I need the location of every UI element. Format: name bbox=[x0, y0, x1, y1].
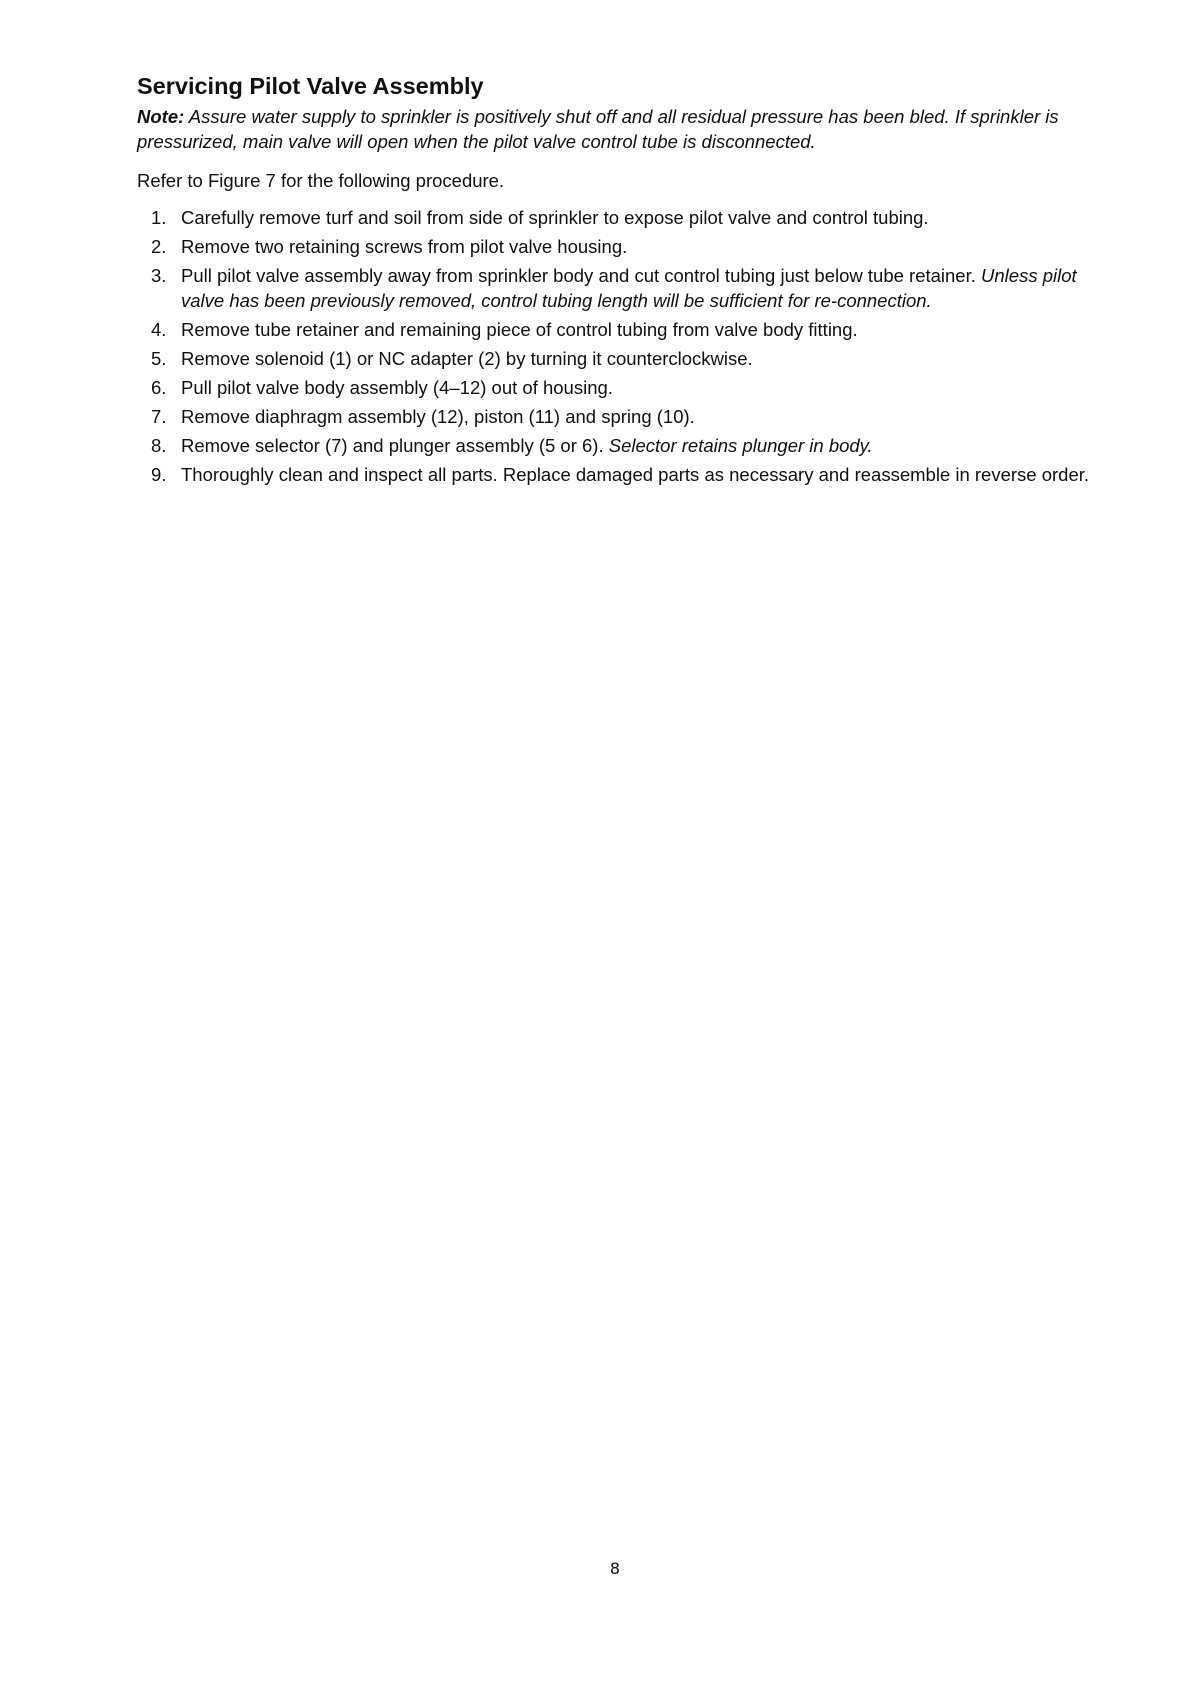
procedure-intro: Refer to Figure 7 for the following procedure. bbox=[137, 170, 505, 191]
step-text: Remove solenoid (1) or NC adapter (2) by turning it counterclockwise. bbox=[181, 348, 753, 369]
step-number: 1. bbox=[151, 207, 167, 228]
procedure-steps bbox=[137, 205, 1097, 487]
step-number: 3. bbox=[151, 265, 167, 286]
safety-note bbox=[137, 104, 1097, 154]
step-number: 9. bbox=[151, 464, 167, 485]
step-item bbox=[137, 404, 1097, 429]
page-number: 8 bbox=[609, 1559, 621, 1578]
step-item bbox=[137, 234, 1097, 259]
step-italic-note: Selector retains plunger in body. bbox=[608, 435, 873, 456]
step-number: 5. bbox=[151, 348, 167, 369]
step-item bbox=[137, 205, 1097, 230]
page-content bbox=[137, 70, 1097, 491]
section-heading: Servicing Pilot Valve Assembly bbox=[137, 73, 484, 99]
step-text: Pull pilot valve assembly away from sprinkler body and cut control tubing just below tube retainer. bbox=[181, 265, 982, 286]
step-text: Remove selector (7) and plunger assembly (5 or 6). bbox=[181, 435, 609, 456]
step-number: 4. bbox=[151, 319, 167, 340]
step-text: Thoroughly clean and inspect all parts. Replace damaged parts as necessary and reassemble in reverse order. bbox=[181, 464, 1090, 485]
step-item bbox=[137, 462, 1097, 487]
step-item bbox=[137, 263, 1097, 313]
step-italic-note: Unless pilot valve has been previously removed, control tubing length will be sufficient for re-connection. bbox=[181, 265, 1077, 311]
step-text: Remove tube retainer and remaining piece of control tubing from valve body fitting. bbox=[181, 319, 858, 340]
step-item bbox=[137, 375, 1097, 400]
step-number: 8. bbox=[151, 435, 167, 456]
step-text: Pull pilot valve body assembly (4–12) out of housing. bbox=[181, 377, 613, 398]
step-number: 6. bbox=[151, 377, 167, 398]
step-item bbox=[137, 346, 1097, 371]
step-text: Carefully remove turf and soil from side of sprinkler to expose pilot valve and control tubing. bbox=[181, 207, 929, 228]
step-number: 2. bbox=[151, 236, 167, 257]
step-item bbox=[137, 433, 1097, 458]
step-text: Remove diaphragm assembly (12), piston (11) and spring (10). bbox=[181, 406, 695, 427]
step-item bbox=[137, 317, 1097, 342]
step-text: Remove two retaining screws from pilot valve housing. bbox=[181, 236, 628, 257]
step-number: 7. bbox=[151, 406, 167, 427]
note-text: Assure water supply to sprinkler is positively shut off and all residual pressure has been bled. If sprinkler is pressurized, main valve will open when the pilot valve control tube is disconnected. bbox=[137, 106, 1059, 152]
note-label: Note: bbox=[137, 106, 185, 127]
